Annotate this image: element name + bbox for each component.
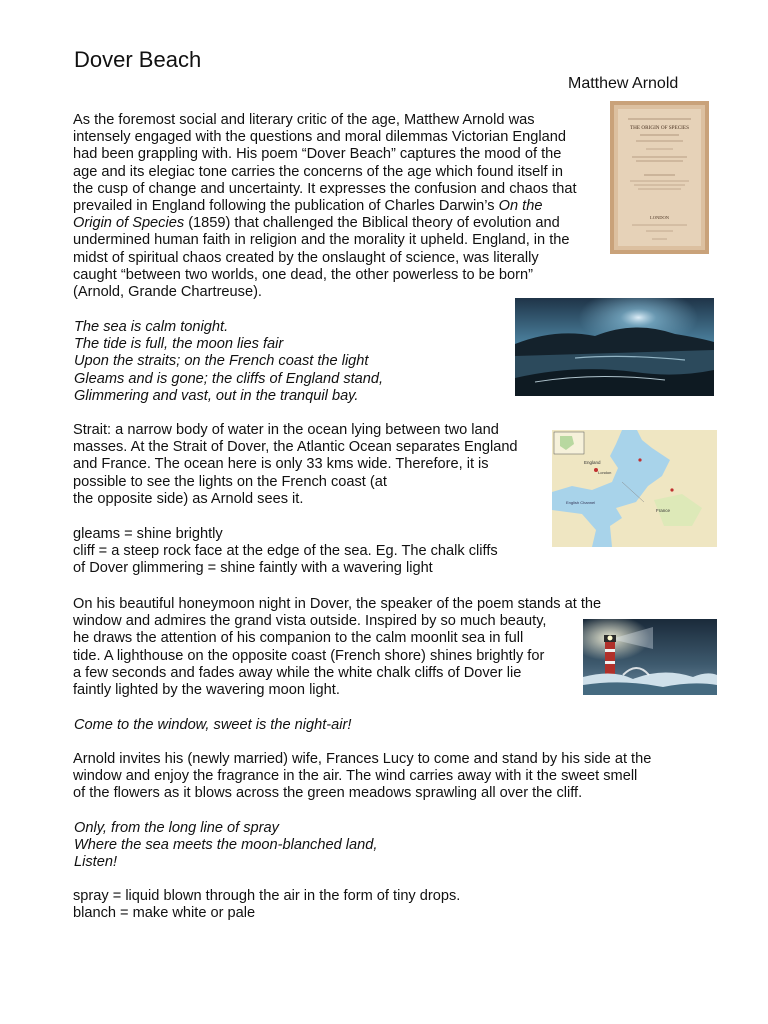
- strait-line: the opposite side) as Arnold sees it.: [73, 490, 304, 507]
- intro-text: (1859) that challenged the Biblical theory of evolution and: [184, 215, 560, 232]
- poem-line: Where the sea meets the moon-blanched land,: [74, 837, 378, 854]
- honeymoon-line: window and admires the grand vista outside. Inspired by so much beauty,: [73, 613, 547, 630]
- intro-line: midst of spiritual chaos created by the onslaught of science, was literally: [73, 249, 539, 266]
- honeymoon-paragraph: [73, 596, 601, 699]
- map-label-channel: English Channel: [566, 500, 596, 505]
- poem-line: Only, from the long line of spray: [74, 820, 279, 836]
- intro-text: prevailed in England following the publication of Charles Darwin’s: [73, 198, 499, 215]
- intro-line: undermined human faith in religion and the morality it upheld. England, in the: [73, 232, 570, 249]
- intro-book-title-a: On the: [498, 198, 543, 215]
- wife-line: Arnold invites his (newly married) wife, Frances Lucy to come and stand by his side at the: [73, 751, 652, 767]
- strait-line: and France. The ocean here is only 33 kms wide. Therefore, it is: [73, 456, 489, 473]
- glossary-2: [73, 888, 460, 922]
- lighthouse-storm-image: [583, 619, 717, 695]
- intro-line: [73, 215, 577, 232]
- honeymoon-line: a few seconds and fades away while the white chalk cliffs of Dover lie: [73, 664, 522, 681]
- wife-line: of the flowers as it blows across the green meadows sprawling all over the cliff.: [73, 785, 583, 802]
- intro-line: age and its elegiac tone carries the concerns of the age which found itself in: [73, 163, 564, 180]
- intro-line: the cusp of change and uncertainty. It expresses the confusion and chaos that: [73, 180, 577, 197]
- origin-of-species-cover-image: [610, 101, 709, 254]
- map-label-england: England: [584, 460, 601, 465]
- poem-line: The tide is full, the moon lies fair: [74, 336, 284, 353]
- glossary-line: cliff = a steep rock face at the edge of the sea. Eg. The chalk cliffs: [73, 543, 498, 560]
- poem-line: Upon the straits; on the French coast the light: [74, 353, 369, 370]
- poem-line: Come to the window, sweet is the night-air!: [74, 717, 352, 733]
- cover-title: THE ORIGIN OF SPECIES: [630, 125, 689, 131]
- strait-line: possible to see the lights on the French coast (at: [73, 473, 387, 490]
- author-name: Matthew Arnold: [568, 75, 679, 92]
- moonlit-sea-image: [515, 298, 714, 396]
- glossary-line: blanch = make white or pale: [73, 905, 256, 922]
- intro-line: had been grappling with. His poem “Dover Beach” captures the mood of the: [73, 146, 562, 163]
- honeymoon-line: tide. A lighthouse on the opposite coast (French shore) shines brightly for: [73, 647, 545, 664]
- map-label-london: London: [598, 470, 612, 475]
- poem-line: Gleams and is gone; the cliffs of England stand,: [74, 370, 384, 387]
- glossary-line: of Dover glimmering = shine faintly with a wavering light: [73, 560, 433, 577]
- intro-book-title-b: Origin of Species: [73, 215, 185, 232]
- wife-line: window and enjoy the fragrance in the air. The wind carries away with it the sweet smell: [73, 768, 638, 785]
- poem-stanza-2: [74, 820, 377, 872]
- poem-line-window: [74, 717, 351, 734]
- intro-line: intensely engaged with the questions and moral dilemmas Victorian England: [73, 129, 566, 146]
- wife-paragraph: [73, 751, 651, 803]
- honeymoon-line: On his beautiful honeymoon night in Dover, the speaker of the poem stands at the: [73, 596, 602, 612]
- strait-line: masses. At the Strait of Dover, the Atlantic Ocean separates England: [73, 439, 518, 456]
- intro-line: (Arnold, Grande Chartreuse).: [73, 284, 262, 301]
- poem-stanza-1: [74, 319, 383, 405]
- glossary-line: gleams = shine brightly: [73, 526, 223, 542]
- intro-line: As the foremost social and literary critic of the age, Matthew Arnold was: [73, 112, 535, 128]
- poem-line: Listen!: [74, 854, 117, 871]
- glossary-line: spray = liquid blown through the air in the form of tiny drops.: [73, 888, 461, 904]
- cover-publisher: LONDON: [650, 215, 669, 220]
- intro-paragraph: [73, 112, 577, 301]
- page-title: Dover Beach: [74, 47, 202, 72]
- strait-of-dover-map-image: [552, 430, 717, 547]
- strait-line: Strait: a narrow body of water in the ocean lying between two land: [73, 422, 499, 438]
- strait-paragraph: [73, 422, 518, 508]
- intro-line: [73, 198, 577, 215]
- glossary-1: [73, 526, 498, 578]
- intro-line: caught “between two worlds, one dead, the other powerless to be born”: [73, 266, 533, 283]
- map-label-france: France: [656, 508, 671, 513]
- poem-line: The sea is calm tonight.: [74, 319, 229, 335]
- poem-line: Glimmering and vast, out in the tranquil bay.: [74, 387, 359, 404]
- honeymoon-line: he draws the attention of his companion to the calm moonlit sea in full: [73, 630, 524, 647]
- honeymoon-line: faintly lighted by the wavering moon light.: [73, 682, 340, 699]
